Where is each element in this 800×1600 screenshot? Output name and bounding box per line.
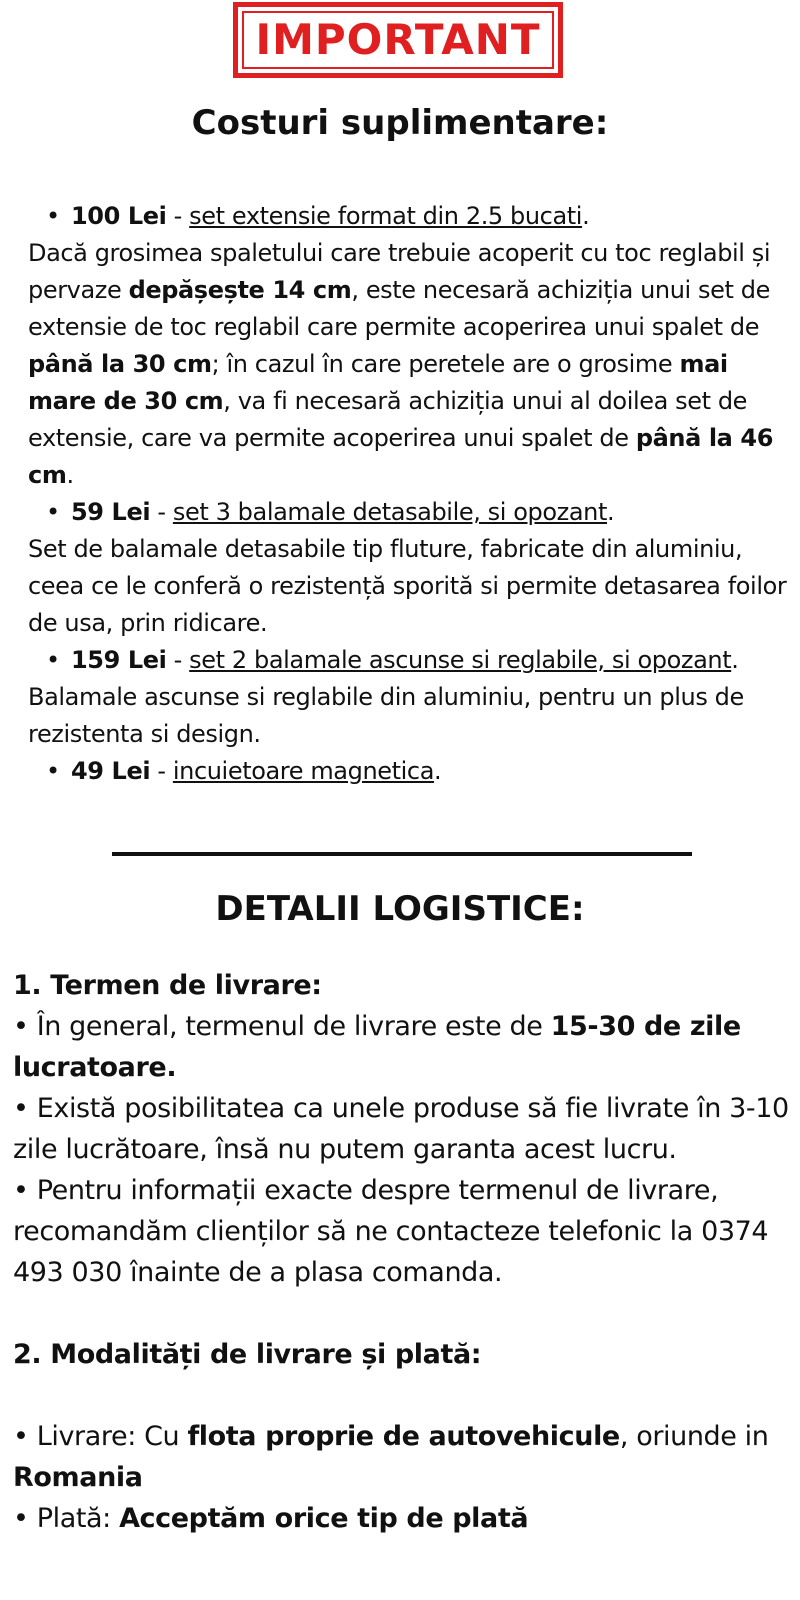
- cost-item-hidden-hinges: [28, 642, 798, 679]
- line-text: • Livrare: Cu: [13, 1421, 188, 1452]
- spacer: [13, 1375, 798, 1416]
- cost-desc-detachable-hinges: Set de balamale detasabile tip fluture, fabricate din aluminiu, ceea ce le conferă o rezistență sporită si permite detasarea foilor de usa, prin ridicare.: [28, 535, 787, 637]
- cost-end: .: [607, 498, 615, 526]
- important-stamp: [233, 2, 563, 78]
- section-title: 2. Modalități de livrare și plată:: [13, 1339, 482, 1370]
- desc-bold: până la 46 cm: [28, 424, 774, 489]
- line-text: , oriunde in: [619, 1421, 769, 1452]
- stamp-inner-border: [242, 11, 554, 69]
- cost-separator: -: [150, 757, 173, 785]
- section-divider: [112, 852, 692, 856]
- delivery-term-line-contact: • Pentru informații exacte despre termenul de livrare, recomandăm clienților să ne contacteze telefonic la 0374 493 030 înainte de a plasa comanda.: [13, 1175, 769, 1288]
- desc-text: , va fi necesară achiziția unui al doilea set de extensie, care va permite acoperirea unui spalet de: [28, 387, 748, 452]
- logistics-details: [13, 965, 798, 1539]
- line-text: • Plată:: [13, 1503, 120, 1534]
- cost-price: 49 Lei: [71, 757, 151, 785]
- delivery-method-line: [13, 1416, 798, 1498]
- desc-text: , este necesară achiziția unui set de extensie de toc reglabil care permite acoperirea unui spalet de: [28, 276, 770, 341]
- desc-text: .: [66, 461, 74, 489]
- line-text: • În general, termenul de livrare este de: [13, 1011, 551, 1042]
- cost-separator: -: [166, 202, 190, 230]
- line-bold: Romania: [13, 1462, 143, 1493]
- cost-price: 59 Lei: [71, 498, 151, 526]
- desc-bold: mai mare de 30 cm: [28, 350, 728, 415]
- section-title: 1. Termen de livrare:: [13, 970, 322, 1001]
- line-bold: flota proprie de autovehicule: [187, 1421, 620, 1452]
- cost-item-extension: [28, 198, 798, 235]
- logistics-heading: DETALII LOGISTICE:: [215, 889, 585, 929]
- desc-bold: până la 30 cm: [28, 350, 212, 378]
- cost-item-detachable-hinges: [28, 494, 798, 531]
- cost-link-hidden-hinges[interactable]: set 2 balamale ascunse si reglabile, si opozant: [189, 646, 732, 674]
- delivery-term-line-general: [13, 1006, 798, 1088]
- cost-end: .: [434, 757, 442, 785]
- cost-price: 159 Lei: [71, 646, 167, 674]
- line-bold: 15-30 de zile lucratoare.: [13, 1011, 741, 1083]
- cost-end: .: [582, 202, 590, 230]
- line-bold: Acceptăm orice tip de plată: [119, 1503, 529, 1534]
- cost-separator: -: [166, 646, 190, 674]
- spacer: [13, 1293, 798, 1334]
- cost-link-detachable-hinges[interactable]: set 3 balamale detasabile, si opozant: [172, 498, 607, 526]
- cost-desc-extension: [28, 235, 798, 494]
- payment-method-line: [13, 1498, 798, 1539]
- costs-list: [28, 198, 798, 790]
- delivery-term-title: [13, 965, 798, 1006]
- delivery-payment-title: [13, 1334, 798, 1375]
- desc-bold: depășește 14 cm: [128, 276, 352, 304]
- desc-text: Dacă grosimea spaletului care trebuie acoperit cu toc reglabil și pervaze: [28, 239, 771, 304]
- cost-separator: -: [150, 498, 173, 526]
- delivery-term-line-possibility: • Există posibilitatea ca unele produse să fie livrate în 3-10 zile lucrătoare, însă nu putem garanta acest lucru.: [13, 1093, 789, 1165]
- cost-link-magnetic-lock[interactable]: incuietoare magnetica: [172, 757, 435, 785]
- desc-text: ; în cazul în care peretele are o grosime: [211, 350, 680, 378]
- stamp-text: IMPORTANT: [255, 15, 541, 64]
- cost-item-magnetic-lock: [28, 753, 798, 790]
- cost-price: 100 Lei: [71, 202, 167, 230]
- costs-heading: Costuri suplimentare:: [191, 103, 609, 143]
- cost-link-extension[interactable]: set extensie format din 2.5 bucati: [189, 202, 583, 230]
- cost-end: .: [731, 646, 739, 674]
- cost-desc-hidden-hinges: Balamale ascunse si reglabile din aluminiu, pentru un plus de rezistenta si design.: [28, 683, 744, 748]
